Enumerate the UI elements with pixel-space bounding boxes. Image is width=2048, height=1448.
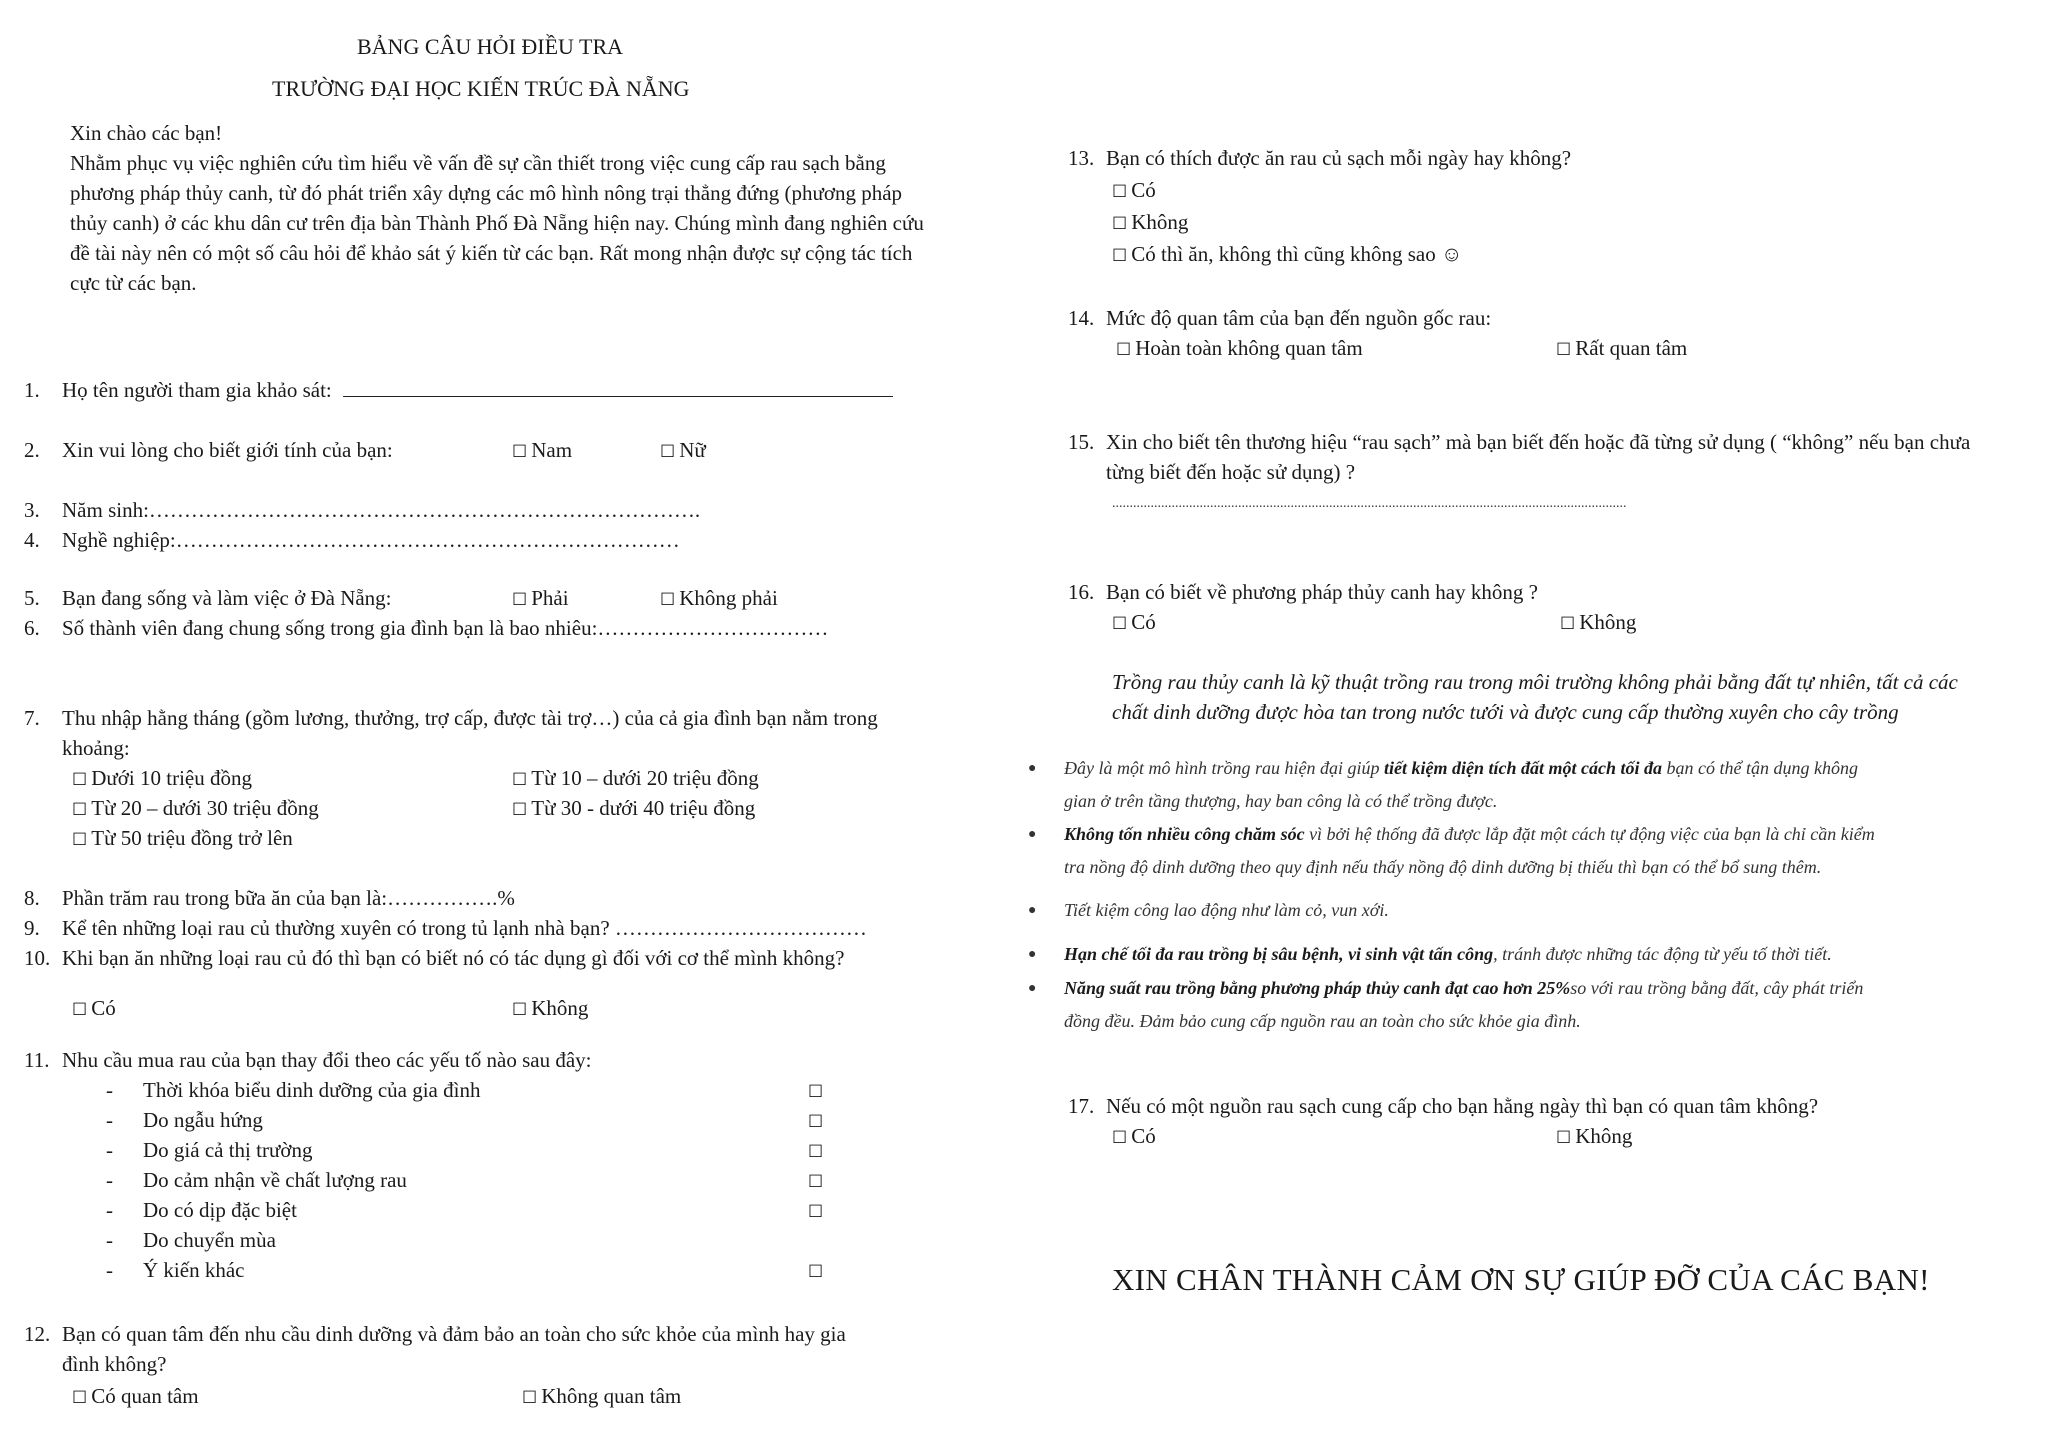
q17-text: Nếu có một nguồn rau sạch cung cấp cho bạn hằng ngày thì bạn có quan tâm không?: [1106, 1094, 1819, 1118]
checkbox-icon[interactable]: ☐: [1112, 614, 1128, 634]
checkbox-icon[interactable]: ☐: [512, 770, 528, 790]
q16-text: Bạn có biết về phương pháp thủy canh hay không ?: [1106, 580, 1538, 604]
q14-number: 14.: [1068, 306, 1095, 330]
benefit-bullet: ● Hạn chế tối đa rau trồng bị sâu bệnh, vi sinh vật tấn công, tránh được những tác động từ yếu tố thời tiết.: [1064, 938, 2004, 971]
q12-number: 12.: [24, 1322, 51, 1346]
q7-option-3[interactable]: ☐ Từ 20 – dưới 30 triệu đồng: [72, 796, 319, 820]
q12-option-no[interactable]: ☐ Không quan tâm: [522, 1384, 682, 1408]
checkbox-icon[interactable]: ☐: [512, 1000, 528, 1020]
q7-option-5[interactable]: ☐ Từ 50 triệu đồng trở lên: [72, 826, 293, 850]
q7-number: 7.: [24, 706, 40, 730]
q9-text[interactable]: Kể tên những loại rau củ thường xuyên có trong tủ lạnh nhà bạn? ………………………………: [62, 916, 867, 940]
checkbox-icon[interactable]: ☐: [1112, 246, 1128, 266]
q10-option-no[interactable]: ☐ Không: [512, 996, 589, 1020]
checkbox-icon[interactable]: ☐: [1112, 214, 1128, 234]
q11-item-checkbox[interactable]: [808, 1106, 827, 1136]
checkbox-icon[interactable]: ☐: [1556, 340, 1572, 360]
checkbox-icon[interactable]: ☐: [72, 800, 88, 820]
q14-text: Mức độ quan tâm của bạn đến nguồn gốc rau:: [1106, 306, 1492, 330]
q5-option-no[interactable]: ☐ Không phải: [660, 586, 778, 610]
intro-line: Nhằm phục vụ việc nghiên cứu tìm hiểu về vấn đề sự cần thiết trong việc cung cấp rau sạch bằng: [70, 151, 886, 175]
q9-number: 9.: [24, 916, 40, 940]
q7-option-4[interactable]: ☐ Từ 30 - dưới 40 triệu đồng: [512, 796, 756, 820]
q2-text: Xin vui lòng cho biết giới tính của bạn:: [62, 438, 393, 462]
q11-dash: -: [106, 1168, 113, 1192]
q11-item: Do có dịp đặc biệt: [143, 1198, 297, 1222]
q5-text: Bạn đang sống và làm việc ở Đà Nẵng:: [62, 586, 392, 610]
bullet-dot-icon: ●: [1028, 947, 1037, 962]
q11-item-checkbox[interactable]: [808, 1196, 827, 1226]
university-name: TRƯỜNG ĐẠI HỌC KIẾN TRÚC ĐÀ NẴNG: [272, 76, 690, 101]
checkbox-icon[interactable]: ☐: [808, 1142, 824, 1162]
q11-dash: -: [106, 1078, 113, 1102]
intro-line: thủy canh) ở các khu dân cư trên địa bàn Thành Phố Đà Nẵng hiện nay. Chúng mình đang nghiên cứu: [70, 211, 924, 235]
q12-text-cont: đình không?: [62, 1352, 167, 1376]
q4-number: 4.: [24, 528, 40, 552]
q8-text[interactable]: Phần trăm rau trong bữa ăn của bạn là:…………….%: [62, 886, 515, 910]
q11-item: Do cảm nhận về chất lượng rau: [143, 1168, 407, 1192]
hydroponics-definition: Trồng rau thủy canh là kỹ thuật trồng rau trong môi trường không phải bằng đất tự nhiên, tất cả các: [1112, 670, 1958, 694]
q6-text[interactable]: Số thành viên đang chung sống trong gia đình bạn là bao nhiêu:……………………………: [62, 616, 829, 640]
q13-option-maybe[interactable]: ☐ Có thì ăn, không thì cũng không sao ☺: [1112, 242, 1463, 266]
q10-number: 10.: [24, 946, 51, 970]
checkbox-icon[interactable]: ☐: [660, 590, 676, 610]
q4-text[interactable]: Nghề nghiệp:………………………………………………………………: [62, 528, 680, 552]
q7-option-1[interactable]: ☐ Dưới 10 triệu đồng: [72, 766, 252, 790]
q13-option-yes[interactable]: ☐ Có: [1112, 178, 1156, 202]
q5-number: 5.: [24, 586, 40, 610]
q7-text: Thu nhập hằng tháng (gồm lương, thưởng, trợ cấp, được tài trợ…) của cả gia đình bạn nằm trong: [62, 706, 878, 730]
q15-answer-line[interactable]: ...................................................................................................................................................: [1112, 496, 1627, 511]
checkbox-icon[interactable]: ☐: [512, 800, 528, 820]
bullet-dot-icon: ●: [1028, 761, 1037, 776]
survey-title: BẢNG CÂU HỎI ĐIỀU TRA: [357, 34, 624, 59]
checkbox-icon[interactable]: ☐: [808, 1172, 824, 1192]
q11-item: Do chuyển mùa: [143, 1228, 276, 1252]
q1-text: Họ tên người tham gia khảo sát:: [62, 378, 332, 402]
q11-item-checkbox[interactable]: [808, 1166, 827, 1196]
q5-option-yes[interactable]: ☐ Phải: [512, 586, 569, 610]
checkbox-icon[interactable]: ☐: [1112, 182, 1128, 202]
q13-option-no[interactable]: ☐ Không: [1112, 210, 1189, 234]
q10-option-yes[interactable]: ☐ Có: [72, 996, 116, 1020]
q11-text: Nhu cầu mua rau của bạn thay đổi theo các yếu tố nào sau đây:: [62, 1048, 592, 1072]
q16-option-no[interactable]: ☐ Không: [1560, 610, 1637, 634]
q7-option-2[interactable]: ☐ Từ 10 – dưới 20 triệu đồng: [512, 766, 759, 790]
checkbox-icon[interactable]: ☐: [72, 770, 88, 790]
q11-item: Do ngẫu hứng: [143, 1108, 263, 1132]
benefit-bullet: ● Đây là một mô hình trồng rau hiện đại giúp tiết kiệm diện tích đất một cách tối đa bạn có thể tận dụng không gian ở trên tầng thượng, hay ban công là có thể trồng được.: [1064, 752, 2004, 818]
q1-number: 1.: [24, 378, 40, 402]
q11-dash: -: [106, 1108, 113, 1132]
q11-dash: -: [106, 1258, 113, 1282]
q11-dash: -: [106, 1228, 113, 1252]
checkbox-icon[interactable]: ☐: [1116, 340, 1132, 360]
intro-greeting: Xin chào các bạn!: [70, 121, 223, 145]
q16-number: 16.: [1068, 580, 1095, 604]
q11-dash: -: [106, 1198, 113, 1222]
q13-number: 13.: [1068, 146, 1095, 170]
benefit-bullet: ● Tiết kiệm công lao động như làm cỏ, vun xới.: [1064, 894, 2004, 927]
q3-text[interactable]: Năm sinh:…………………………………………………………………….: [62, 498, 701, 522]
bullet-dot-icon: ●: [1028, 903, 1037, 918]
q17-number: 17.: [1068, 1094, 1095, 1118]
hydroponics-definition-cont: chất dinh dưỡng được hòa tan trong nước tưới và được cung cấp thường xuyên cho cây trồng: [1112, 700, 1899, 724]
checkbox-icon[interactable]: ☐: [72, 1388, 88, 1408]
q1-block: [62, 376, 893, 404]
q6-number: 6.: [24, 616, 40, 640]
q12-text: Bạn có quan tâm đến nhu cầu dinh dưỡng và đảm bảo an toàn cho sức khỏe của mình hay gia: [62, 1322, 846, 1346]
benefit-bullet: ● Không tốn nhiều công chăm sóc vì bởi hệ thống đã được lắp đặt một cách tự động việc của bạn là chỉ cần kiểm tra nồng độ dinh dưỡng theo quy định nếu thấy nồng độ dinh dưỡng bị thiếu thì bạn có thể bổ sung thêm.: [1064, 818, 2004, 884]
q11-item-checkbox[interactable]: [808, 1136, 827, 1166]
checkbox-icon[interactable]: ☐: [808, 1202, 824, 1222]
intro-paragraph: [70, 118, 1030, 298]
q11-item: Ý kiến khác: [143, 1258, 245, 1282]
checkbox-icon[interactable]: ☐: [1556, 1128, 1572, 1148]
q11-dash: -: [106, 1138, 113, 1162]
q7-text-cont: khoảng:: [62, 736, 130, 760]
q1-name-field[interactable]: [343, 396, 893, 397]
q14-option-very-interested[interactable]: ☐ Rất quan tâm: [1556, 336, 1688, 360]
bullet-dot-icon: ●: [1028, 827, 1037, 842]
checkbox-icon[interactable]: ☐: [660, 442, 676, 462]
q11-item: Thời khóa biểu dinh dưỡng của gia đình: [143, 1078, 481, 1102]
q14-option-not-interested[interactable]: ☐ Hoàn toàn không quan tâm: [1116, 336, 1363, 360]
q2-number: 2.: [24, 438, 40, 462]
checkbox-icon[interactable]: ☐: [1112, 1128, 1128, 1148]
q17-option-yes[interactable]: ☐ Có: [1112, 1124, 1156, 1148]
q15-number: 15.: [1068, 430, 1095, 454]
checkbox-icon[interactable]: ☐: [808, 1082, 824, 1102]
q17-option-no[interactable]: ☐ Không: [1556, 1124, 1633, 1148]
checkbox-icon[interactable]: ☐: [808, 1112, 824, 1132]
checkbox-icon[interactable]: ☐: [72, 830, 88, 850]
q16-option-yes[interactable]: ☐ Có: [1112, 610, 1156, 634]
intro-line: phương pháp thủy canh, từ đó phát triển xây dựng các mô hình nông trại thẳng đứng (phương pháp: [70, 181, 903, 205]
checkbox-icon[interactable]: ☐: [512, 442, 528, 462]
checkbox-icon[interactable]: ☐: [808, 1262, 824, 1282]
q8-number: 8.: [24, 886, 40, 910]
intro-line: cực từ các bạn.: [70, 271, 197, 295]
checkbox-icon[interactable]: ☐: [1560, 614, 1576, 634]
checkbox-icon[interactable]: ☐: [72, 1000, 88, 1020]
thank-you-message: XIN CHÂN THÀNH CẢM ƠN SỰ GIÚP ĐỠ CỦA CÁC BẠN!: [1112, 1262, 1930, 1297]
q15-text: Xin cho biết tên thương hiệu “rau sạch” mà bạn biết đến hoặc đã từng sử dụng ( “không” nếu bạn chưa: [1106, 430, 1971, 454]
benefit-bullet: ● Năng suất rau trồng bằng phương pháp thủy canh đạt cao hơn 25%so với rau trồng bằng đất, cây phát triển đồng đều. Đảm bảo cung cấp nguồn rau an toàn cho sức khỏe gia đình.: [1064, 972, 2004, 1038]
q12-option-yes[interactable]: ☐ Có quan tâm: [72, 1384, 199, 1408]
checkbox-icon[interactable]: ☐: [522, 1388, 538, 1408]
q13-text: Bạn có thích được ăn rau củ sạch mỗi ngày hay không?: [1106, 146, 1572, 170]
q2-option-female[interactable]: ☐ Nữ: [660, 438, 706, 462]
q10-text: Khi bạn ăn những loại rau củ đó thì bạn có biết nó có tác dụng gì đối với cơ thể mình không?: [62, 946, 845, 970]
q2-option-male[interactable]: ☐ Nam: [512, 438, 573, 462]
q15-text-cont: từng biết đến hoặc sử dụng) ?: [1106, 460, 1356, 484]
q3-number: 3.: [24, 498, 40, 522]
q11-item: Do giá cả thị trường: [143, 1138, 313, 1162]
intro-line: đề tài này nên có một số câu hỏi để khảo sát ý kiến từ các bạn. Rất mong nhận được sự cộng tác tích: [70, 241, 913, 265]
bullet-dot-icon: ●: [1028, 981, 1037, 996]
q11-number: 11.: [24, 1048, 50, 1072]
q11-item-checkbox[interactable]: [808, 1076, 827, 1106]
checkbox-icon[interactable]: ☐: [512, 590, 528, 610]
q11-item-checkbox[interactable]: [808, 1256, 827, 1286]
